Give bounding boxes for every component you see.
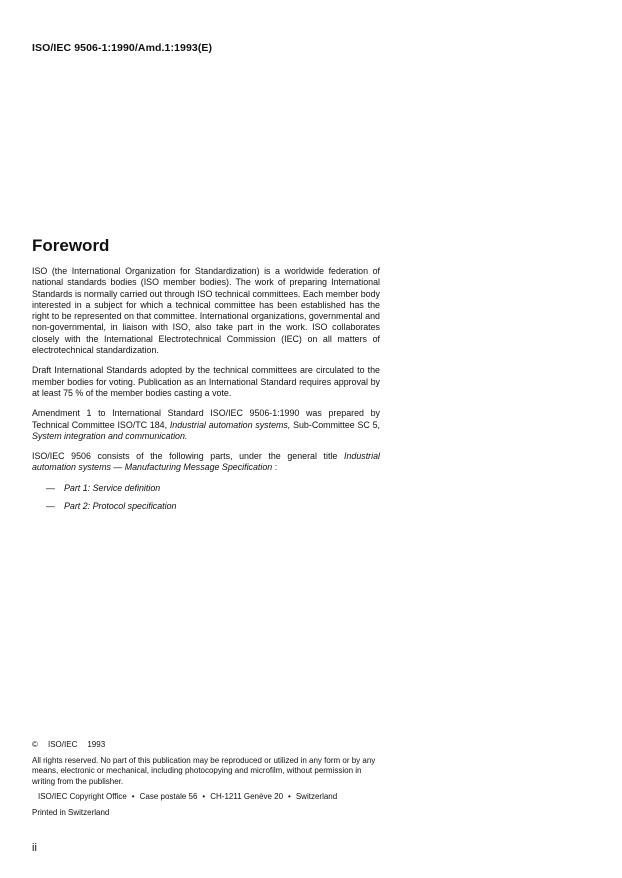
dash: — — [46, 501, 55, 512]
bullet: • — [131, 792, 135, 801]
rights-statement: All rights reserved. No part of this publication may be reproduced or utilized in any form or by any means, electronic or mechanical, including photocopying and microfilm, without permission in writing from the publisher. — [32, 755, 376, 786]
address-country: Switzerland — [295, 792, 338, 801]
copyright-symbol: © — [32, 740, 38, 749]
bullet: • — [202, 792, 206, 801]
parts-general-title: Industrial automation systems — Manufacturing Message Specification — [32, 451, 380, 473]
printed-in: Printed in Switzerland — [32, 807, 110, 817]
paragraph-federation: ISO (the International Organization for Standardization) is a worldwide federation of national standards bodies (ISO member bodies). The work of preparing International Standards is normally carried out through ISO technical committees. Each member body interested in a subject for which a technical committee has been established has the right to be represented on that committee. International organizations, governmental and non-governmental, in liaison with ISO, also take part in the work. ISO collaborates closely with the International Electrotechnical Commission (IEC) on all matters of electrotechnical standardization. — [32, 266, 380, 356]
amendment-text-a: Amendment 1 to International Standard ISO/IEC 9506-1:1990 was prepared by Technical Committee ISO/TC 184, — [32, 408, 380, 430]
list-item — [46, 501, 380, 512]
amendment-text-c: Sub-Committee SC 5, — [290, 419, 380, 430]
document-header: ISO/IEC 9506-1:1990/Amd.1:1993(E) — [32, 42, 213, 54]
amendment-subcommittee-title: System integration and communication. — [32, 430, 188, 441]
amendment-committee-title: Industrial automation systems, — [169, 419, 291, 430]
paragraph-voting: Draft International Standards adopted by the technical committees are circulated to the member bodies for voting. Publication as an International Standard requires approval by at least 75 % of the member bodies casting a vote. — [32, 365, 380, 398]
parts-list — [32, 483, 380, 513]
dash: — — [46, 482, 55, 493]
copyright-holder: ISO/IEC — [48, 740, 78, 749]
copyright-office-address — [38, 792, 382, 803]
paragraph-amendment — [32, 408, 380, 442]
copyright-line — [32, 740, 382, 751]
parts-text-a: ISO/IEC 9506 consists of the following parts, under the general title — [32, 451, 344, 462]
part-label: Part 1: Service definition — [64, 482, 161, 493]
foreword-body — [32, 266, 380, 519]
page-title: Foreword — [32, 236, 110, 255]
copyright-footer — [32, 740, 382, 823]
part-label: Part 2: Protocol specification — [64, 501, 177, 512]
bullet: • — [288, 792, 291, 801]
paragraph-parts — [32, 451, 380, 474]
copyright-year: 1993 — [87, 740, 106, 749]
page-number: ii — [32, 842, 37, 854]
address-line-1: Case postale 56 — [139, 792, 198, 801]
list-item — [46, 483, 380, 494]
office-name: ISO/IEC Copyright Office — [38, 792, 127, 801]
address-line-2: CH-1211 Genève 20 — [210, 792, 284, 801]
parts-text-c: : — [272, 462, 278, 473]
